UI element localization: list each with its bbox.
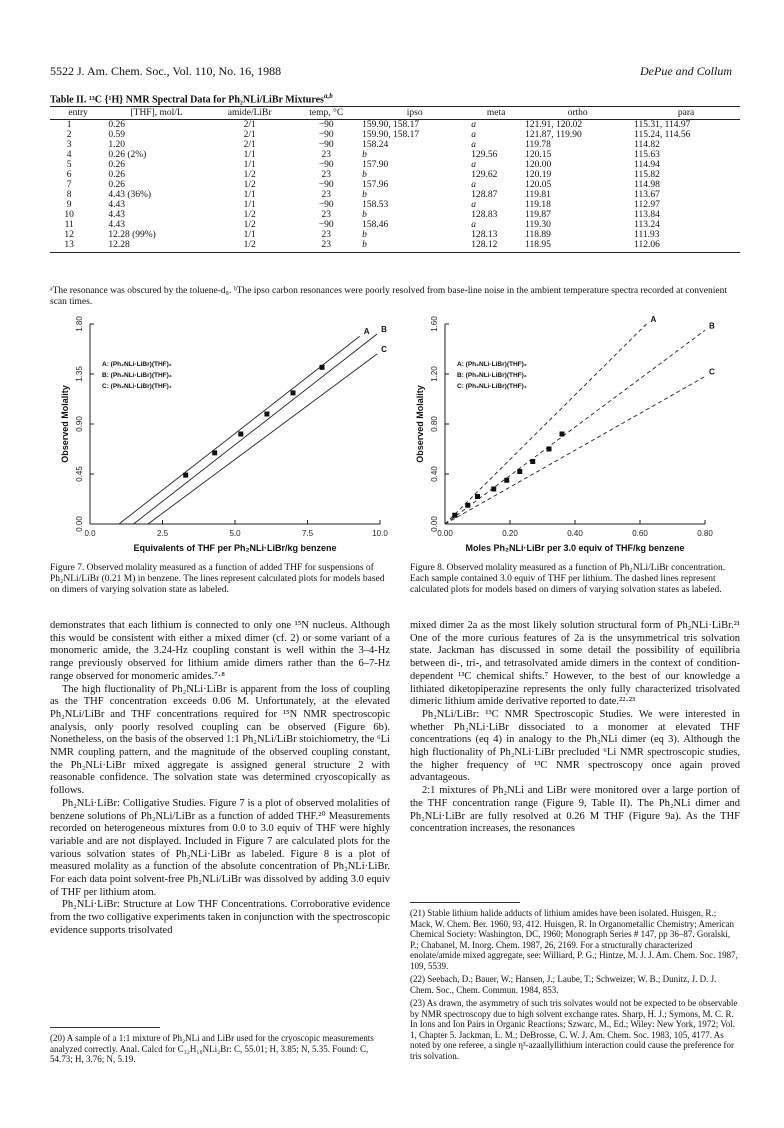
table-cell: 119.87 xyxy=(525,210,551,220)
table-cell: 158.46 xyxy=(362,220,389,230)
table-cell: a xyxy=(471,180,476,190)
table-cell: 115.82 xyxy=(634,170,660,180)
table-row xyxy=(50,150,740,160)
table-cell: 1/1 xyxy=(243,200,256,210)
table-row xyxy=(50,140,740,150)
paragraph: 2:1 mixtures of Ph₂NLi and LiBr were monitored over a large portion of the THF concentration range (Figure 9, Table II). The Ph₂NLi dimer and Ph₂NLi·LiBr are fully resolved at 0.26 M THF (Figure 9a). As the THF concentration increases, the resonances xyxy=(410,785,740,835)
table-cell: b xyxy=(362,170,367,180)
table-cell: 1/2 xyxy=(207,240,292,253)
reference: (23) As drawn, the asymmetry of such tris solvates would not be expected to be observable by NMR spectroscopy due to high solvent exchange rates. Sharp, H. J.; Symons, M. C. R. In Ions and Ion Pairs in Organic Reactions; Szwarc, M., Ed.; Wiley: New York, 1972; Vol. 1, Chapter 5. Jackman, L. M.; DeBrosse, C. W. J. Am. Chem. Soc. 1983, 105, 4177. As noted by one referee, a single η³-azaallyllithium interaction could cause the preference for tris solvation. xyxy=(410,998,738,1061)
data-point xyxy=(560,432,565,437)
data-point xyxy=(452,513,457,518)
table-title-footnote-marks: a,b xyxy=(323,92,333,100)
legend-entry: A: (Ph₂NLi·LiBr)(THF)₂ xyxy=(102,361,172,368)
table-row xyxy=(50,160,740,170)
table-cell: 23 xyxy=(321,230,331,240)
table-cell: 13 xyxy=(50,240,106,253)
table-cell: b xyxy=(362,150,367,160)
paragraph: mixed dimer 2a as the most likely solution structural form of Ph₂NLi·LiBr.²¹ One of the more curious features of 2a is the unsymmetrical tris solvation state. Jackman has discussed in some detail the possibility of equilibria between di-, tri-, and tetrasolvated amide dimers in the context of condition-dependent ¹³C chemical shifts.⁷ However, to the best of our knowledge a lithiated diketopiperazine represents the only fully characterized trisolvated dimeric lithium amide derivative reported to date.²²·²³ xyxy=(410,620,740,708)
y-tick-label: 0.80 xyxy=(430,416,439,432)
series-line-label: A xyxy=(650,315,657,324)
table-row xyxy=(50,200,740,210)
table-cell: 0.26 xyxy=(108,160,125,170)
table-cell: 129.62 xyxy=(471,170,498,180)
table-cell: 113.67 xyxy=(634,190,660,200)
table-cell: 119.81 xyxy=(525,190,551,200)
legend-entry: A: (Ph₂NLi·LiBr)(THF)₂ xyxy=(457,361,527,368)
table-cell: 115.24, 114.56 xyxy=(634,130,691,140)
table-cell: 4.43 (36%) xyxy=(108,190,152,200)
figure-8-caption: Figure 8. Observed molality measured as a function of Ph₂NLi/LiBr concentration. Each sample contained 3.0 equiv of THF per lithium. The dashed lines represent calculated plots for models based on dimers of varying solvation states as labeled. xyxy=(410,563,726,595)
table-cell: 23 xyxy=(292,240,360,253)
table-body xyxy=(50,120,740,253)
table-cell: 1/2 xyxy=(243,210,256,220)
table-cell: 111.93 xyxy=(634,230,660,240)
table-column-header: ortho xyxy=(523,107,632,120)
table-cell: 128.12 xyxy=(469,240,523,253)
table-cell: −90 xyxy=(318,140,334,150)
table-cell: a xyxy=(471,140,476,150)
legend-entry: B: (Ph₂NLi·LiBr)(THF)₃ xyxy=(102,372,172,379)
table-cell: 1/1 xyxy=(243,150,256,160)
table-row xyxy=(50,130,740,140)
references-divider xyxy=(410,902,520,903)
table-cell: 0.26 xyxy=(108,170,125,180)
table-row xyxy=(50,170,740,180)
table-cell: a xyxy=(471,220,476,230)
table-cell: 6 xyxy=(66,170,72,180)
legend-entry: C: (Ph₂NLi·LiBr)(THF)₄ xyxy=(457,383,527,390)
y-tick-label: 0.00 xyxy=(75,516,84,532)
series-line-label: B xyxy=(381,325,387,334)
table-cell: 129.56 xyxy=(471,150,498,160)
table-cell: 114.94 xyxy=(634,160,660,170)
table-cell: 4.43 xyxy=(108,210,125,220)
table-cell: 23 xyxy=(321,190,331,200)
table-cell: 128.13 xyxy=(471,230,498,240)
table-cell: 11 xyxy=(64,220,74,230)
table-column-header: [THF], mol/L xyxy=(106,107,207,120)
y-tick-label: 0.40 xyxy=(430,466,439,482)
table-row xyxy=(50,240,740,253)
data-point xyxy=(264,412,269,417)
table-cell: 115.31, 114.97 xyxy=(634,120,691,130)
y-tick-label: 1.35 xyxy=(75,366,84,382)
x-tick-label: 0.60 xyxy=(632,529,648,538)
table-cell: 121.87, 119.90 xyxy=(525,130,582,140)
table-cell: b xyxy=(362,230,367,240)
left-footnote: (20) A sample of a 1:1 mixture of Ph₂NLi and LiBr used for the cryoscopic measurements analyzed correctly. Anal. Calcd for C₁₂H₁₀NLi₂Br: C, 55.01; H, 3.85; N, 5.35. Found: C, 54.73; H, 3.76; N, 5.19. xyxy=(50,1033,374,1064)
y-tick-label: 1.80 xyxy=(75,316,84,332)
table-cell: b xyxy=(362,210,367,220)
table-cell: 5 xyxy=(66,160,72,170)
left-body-column xyxy=(50,620,390,938)
table-cell: 128.87 xyxy=(471,190,498,200)
table-cell: a xyxy=(471,200,476,210)
table-cell: a xyxy=(471,160,476,170)
table-row xyxy=(50,230,740,240)
legend-entry: B: (Ph₂NLi·LiBr)(THF)₃ xyxy=(457,372,527,379)
table-cell: 1/1 xyxy=(243,160,256,170)
x-tick-label: 0.40 xyxy=(567,529,583,538)
table-cell: 2/1 xyxy=(243,130,256,140)
footnote-divider xyxy=(50,1027,160,1028)
table-row xyxy=(50,180,740,190)
table-row xyxy=(50,210,740,220)
data-point xyxy=(238,432,243,437)
x-tick-label: 2.5 xyxy=(156,529,169,538)
table-cell: 23 xyxy=(321,170,331,180)
data-point xyxy=(212,450,217,455)
table-column-header: meta xyxy=(469,107,523,120)
data-point xyxy=(547,447,552,452)
table-cell: 0.26 xyxy=(108,120,125,130)
paragraph: Ph₂NLi·LiBr: Structure at Low THF Concentrations. Corroborative evidence from the two colligative experiments taken in conjunction with the spectroscopic evidence supports trisolvated xyxy=(50,899,390,936)
table-cell: 4.43 xyxy=(108,200,125,210)
data-point xyxy=(291,390,296,395)
table-cell: 4.43 xyxy=(108,220,125,230)
series-line-label: C xyxy=(709,367,715,377)
right-body-column xyxy=(410,620,740,836)
nmr-data-table xyxy=(50,106,740,253)
table-cell: 119.78 xyxy=(525,140,551,150)
reference: (22) Seebach, D.; Bauer, W.; Hansen, J.; Laube, T.; Schweizer, W. B.; Dunitz, J. D. J. Chem. Soc., Chem. Commun. 1984, 853. xyxy=(410,974,717,995)
figure-7-caption: Figure 7. Observed molality measured as a function of added THF for suspensions of Ph₂NLi/LiBr (0.21 M) in benzene. The lines represent calculated plots for models based on dimers of varying solvation state as labeled. xyxy=(50,563,385,595)
table-cell: 2/1 xyxy=(243,120,256,130)
table-cell: 1/2 xyxy=(243,180,256,190)
table-row xyxy=(50,120,740,131)
table-cell: 12.28 xyxy=(106,240,207,253)
table-cell: 118.89 xyxy=(525,230,551,240)
x-tick-label: 0.80 xyxy=(697,529,713,538)
table-cell: 115.63 xyxy=(634,150,660,160)
table-cell: 114.82 xyxy=(634,140,660,150)
series-line-label: B xyxy=(709,321,715,331)
x-axis-label: Equivalents of THF per Ph₂NLi·LiBr/kg benzene xyxy=(133,543,337,553)
table-footnote: ᵃThe resonance was obscured by the toluene-d₈. ᵇThe ipso carbon resonances were poorly resolved from base-line noise in the ambient temperature spectra recorded at convenient scan times. xyxy=(50,286,728,307)
y-tick-label: 0.00 xyxy=(430,516,439,532)
y-tick-label: 1.20 xyxy=(430,366,439,382)
table-cell: 0.26 (2%) xyxy=(108,150,147,160)
table-cell: −90 xyxy=(318,130,334,140)
x-tick-label: 7.5 xyxy=(301,529,314,538)
table-cell: 10 xyxy=(64,210,74,220)
paragraph: The high fluctionality of Ph₂NLi·LiBr is apparent from the loss of coupling as the THF concentration exceeds 0.06 M. Unfortunately, at the elevated Ph₂NLi/LiBr and THF concentrations required for ¹⁵N NMR spectroscopic analysis, only poorly resolved coupling can be observed (Figure 6b). Nonetheless, on the basis of the observed 1:1 Ph₂NLi/LiBr stoichiometry, the ⁶Li NMR coupling pattern, and the magnitude of the observed coupling constant, the Ph₂NLi·LiBr mixed aggregate is assigned general structure 2 with reasonable confidence. The solvation state was determined cryoscopically as follows. xyxy=(50,683,390,797)
table-header-row xyxy=(50,107,740,120)
table-cell: 12.28 (99%) xyxy=(108,230,156,240)
series-line xyxy=(148,354,377,524)
table-cell: 1/2 xyxy=(243,220,256,230)
table-cell: 113.24 xyxy=(634,220,660,230)
table-cell: 23 xyxy=(321,210,331,220)
x-tick-label: 10.0 xyxy=(372,529,388,538)
x-axis-label: Moles Ph₂NLi·LiBr per 3.0 equiv of THF/kg benzene xyxy=(465,543,685,553)
table-cell: 2/1 xyxy=(243,140,256,150)
series-line xyxy=(445,330,705,524)
data-point xyxy=(183,473,188,478)
table-title: Table II. ¹³C {¹H} NMR Spectral Data for Ph₂NLi/LiBr Mixtures$^{a,b}$ xyxy=(50,92,333,106)
table-cell: 23 xyxy=(321,150,331,160)
series-line xyxy=(445,377,705,525)
table-cell: 158.53 xyxy=(362,200,389,210)
table-cell: 128.83 xyxy=(471,210,498,220)
data-point xyxy=(465,503,470,508)
right-references xyxy=(410,908,740,1064)
table-cell: 12 xyxy=(64,230,74,240)
x-tick-label: 0.0 xyxy=(84,529,96,538)
x-tick-label: 0.20 xyxy=(502,529,518,538)
table-cell: −90 xyxy=(318,160,334,170)
table-column-header: amide/LiBr xyxy=(207,107,292,120)
table-cell: −90 xyxy=(318,180,334,190)
table-cell: b xyxy=(362,190,367,200)
y-axis-label: Observed Molality xyxy=(415,385,425,463)
x-tick-label: 5.0 xyxy=(229,529,241,538)
table-cell: a xyxy=(471,130,476,140)
legend-entry: C: (Ph₂NLi·LiBr)(THF)₄ xyxy=(102,383,172,390)
y-tick-label: 0.45 xyxy=(75,466,84,482)
reference: (21) Stable lithium halide adducts of lithium amides have been isolated. Huisgen, R.; Mack, W. Chem. Ber. 1960, 93, 412. Huisgen, R. In Organometallic Chemistry; American Chemical Society: Washington, DC, 1960; Monograph Series # 147, pp 36–87. Goralski, P.; Chabanel, M. Inorg. Chem. 1987, 26, 2169. For a structurally characterized enolate/amide mixed aggregate, see: Williard, P. G.; Hintze, M. J. J. Am. Chem. Soc. 1987, 109, 5539. xyxy=(410,908,738,971)
table-cell: 159.90, 158.17 xyxy=(362,120,420,130)
table-cell: 158.24 xyxy=(362,140,389,150)
table-cell: 114.98 xyxy=(634,180,660,190)
table-cell: −90 xyxy=(318,200,334,210)
table-cell: b xyxy=(360,240,469,253)
table-cell: 159.90, 158.17 xyxy=(362,130,420,140)
table-cell: 9 xyxy=(66,200,72,210)
data-point xyxy=(517,469,522,474)
table-column-header: entry xyxy=(50,107,106,120)
data-point xyxy=(504,478,509,483)
running-header-left: 5522 J. Am. Chem. Soc., Vol. 110, No. 16, 1988 xyxy=(50,64,282,78)
y-tick-label: 1.60 xyxy=(430,316,439,332)
table-column-header: para xyxy=(632,107,740,120)
table-cell: 1/1 xyxy=(243,230,256,240)
table-cell: 4 xyxy=(66,150,72,160)
y-axis-label: Observed Molality xyxy=(60,385,70,463)
x-tick-label: 0.00 xyxy=(437,529,453,538)
table-cell: 1/1 xyxy=(243,190,256,200)
y-tick-label: 0.90 xyxy=(75,416,84,432)
paragraph: Ph₂NLi·LiBr: Colligative Studies. Figure 7 is a plot of observed molalities of benzene solutions of Ph₂NLi/LiBr as a function of added THF.²⁰ Measurements recorded on heterogeneous mixtures from 0.0 to 3.0 equiv of THF were highly variable and are not displayed. Included in Figure 7 are calculated plots for the various solvation states of Ph₂NLi·LiBr as labeled. Figure 8 is a plot of measured molality as a function of the absolute concentration of Ph₂NLi·LiBr. For each data point solvent-free Ph₂NLi/LiBr was dissolved by adding 3.0 equiv of THF per lithium atom. xyxy=(50,797,390,898)
table-cell: 2 xyxy=(66,130,72,140)
table-row xyxy=(50,220,740,230)
data-point xyxy=(475,494,480,499)
table-cell: 1.20 xyxy=(108,140,125,150)
paragraph: demonstrates that each lithium is connected to only one ¹⁵N nucleus. Although this would be consistent with either a mixed dimer (cf. 2) or some variant of a monomeric amide, the 3.24-Hz coupling constant is well within the 3–4-Hz range previously observed for lithium amide dimers rather than the 6–7-Hz range observed for monomeric amides.⁷·⁸ xyxy=(50,620,390,682)
series-line-label: A xyxy=(363,327,370,337)
table-cell: 157.90 xyxy=(362,160,389,170)
table-cell: 120.05 xyxy=(525,180,552,190)
table-cell: 121.91, 120.02 xyxy=(525,120,583,130)
table-cell: 112.06 xyxy=(632,240,740,253)
data-point xyxy=(320,365,325,370)
table-cell: 119.30 xyxy=(525,220,551,230)
table-cell: 1/2 xyxy=(243,170,256,180)
figure-8-chart xyxy=(405,312,740,557)
table-row xyxy=(50,190,740,200)
table-cell: 119.18 xyxy=(525,200,551,210)
table-cell: 8 xyxy=(66,190,72,200)
table-cell: 113.84 xyxy=(634,210,660,220)
table-cell: 0.59 xyxy=(108,130,125,140)
table-cell: 3 xyxy=(66,140,72,150)
paragraph: Ph₂NLi/LiBr: ¹³C NMR Spectroscopic Studies. We were interested in whether Ph₂NLi·LiBr dissociated to a monomer at elevated THF concentrations (eq 4) in analogy to the Ph₂NLi dimer (eq 3). Although the high fluctionality of Ph₂NLi·LiBr precluded ⁶Li NMR spectroscopic studies, the higher frequency of ¹³C NMR spectroscopy once again proved advantageous. xyxy=(410,708,740,784)
table-column-header: temp, °C xyxy=(292,107,360,120)
table-cell: 7 xyxy=(66,180,72,190)
table-cell: −90 xyxy=(318,220,334,230)
table-cell: 120.19 xyxy=(525,170,552,180)
data-point xyxy=(530,459,535,464)
table-cell: 120.15 xyxy=(525,150,552,160)
figure-7-chart xyxy=(50,312,395,557)
table-cell: −90 xyxy=(318,120,334,130)
table-cell: 120.00 xyxy=(525,160,552,170)
table-cell: a xyxy=(471,120,476,130)
table-cell: 1 xyxy=(66,120,72,130)
table-cell: 112.97 xyxy=(634,200,660,210)
table-column-header: ipso xyxy=(360,107,469,120)
data-point xyxy=(491,487,496,492)
table-cell: 118.95 xyxy=(523,240,632,253)
series-line-label: C xyxy=(381,345,387,354)
running-header-right: DePue and Collum xyxy=(640,64,732,78)
table-cell: 0.26 xyxy=(108,180,125,190)
table-cell: 157.96 xyxy=(362,180,389,190)
